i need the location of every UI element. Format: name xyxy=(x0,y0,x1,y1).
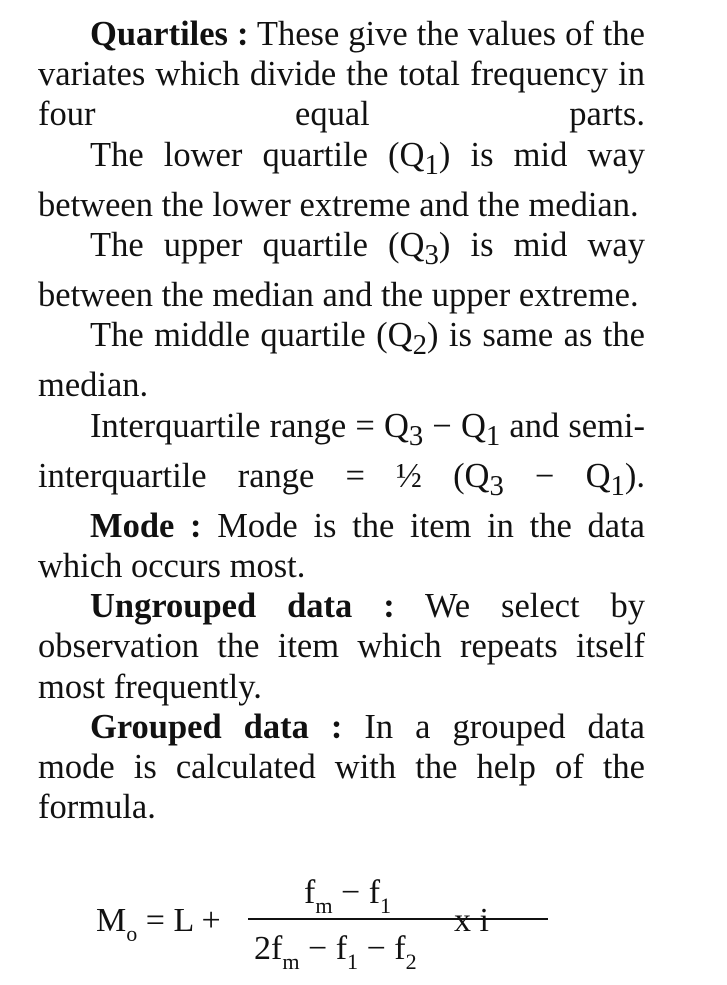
paragraph-upper-quartile xyxy=(38,225,645,315)
paragraph-quartiles-text: These give the values of the variates which divide the total frequency in four equal parts. xyxy=(38,15,645,134)
term-ungrouped-data: Ungrouped data : xyxy=(90,587,395,626)
paragraph-ungrouped-data xyxy=(38,586,645,707)
upper-quartile-subscript: 3 xyxy=(424,238,439,271)
formula-num-a-subscript: m xyxy=(315,892,333,918)
formula-fraction-bar xyxy=(248,918,548,920)
interquartile-subscript-4: 1 xyxy=(610,469,625,502)
paragraph-mode xyxy=(38,506,645,586)
term-mode: Mode : xyxy=(90,506,202,545)
interquartile-subscript-3: 3 xyxy=(489,469,504,502)
formula-numerator xyxy=(304,874,392,918)
paragraph-interquartile-range xyxy=(38,406,645,506)
mode-formula xyxy=(96,872,536,978)
paragraph-middle-quartile xyxy=(38,315,645,405)
formula-den-b: − f xyxy=(299,930,348,967)
formula-den-a: 2f xyxy=(254,930,283,967)
paragraph-ungrouped-text: We select by observation the item which repeats itself most frequently. xyxy=(38,587,645,706)
document-page xyxy=(38,14,645,827)
middle-quartile-subscript: 2 xyxy=(412,329,427,362)
term-quartiles: Quartiles : xyxy=(90,15,249,53)
lower-quartile-text-after: ) is mid way between the lower extreme and the median. xyxy=(38,135,645,224)
middle-quartile-text-before: The middle quartile (Q xyxy=(90,316,413,355)
formula-den-b-subscript: 1 xyxy=(347,948,359,974)
lower-quartile-text-before: The lower quartile (Q xyxy=(90,135,425,174)
interquartile-text-5: ). xyxy=(624,456,645,495)
middle-quartile-text-after: ) is same as the median. xyxy=(38,316,645,405)
formula-den-c-subscript: 2 xyxy=(405,948,417,974)
formula-denominator xyxy=(254,930,417,974)
upper-quartile-text-after: ) is mid way between the median and the upper extreme. xyxy=(38,225,645,314)
interquartile-text-3: and semi-interquartile range = ½ (Q xyxy=(38,406,646,495)
formula-den-c: − f xyxy=(358,930,406,967)
formula-num-b-subscript: 1 xyxy=(380,892,392,918)
formula-den-a-subscript: m xyxy=(282,948,300,974)
formula-num-mid: − f xyxy=(332,874,381,911)
interquartile-text-4: − Q xyxy=(503,456,611,495)
formula-num-a: f xyxy=(304,874,316,911)
lower-quartile-subscript: 1 xyxy=(424,148,439,181)
paragraph-quartiles xyxy=(38,14,645,135)
paragraph-grouped-text: In a grouped data mode is calculated with the help of the formula. xyxy=(38,707,645,827)
interquartile-text-1: Interquartile range = Q xyxy=(90,406,409,445)
formula-lhs xyxy=(96,902,221,946)
formula-lhs-rest: = L + xyxy=(137,902,221,939)
paragraph-lower-quartile xyxy=(38,135,645,225)
upper-quartile-text-before: The upper quartile (Q xyxy=(90,225,425,264)
interquartile-text-2: − Q xyxy=(423,406,486,445)
interquartile-subscript-2: 1 xyxy=(485,419,501,452)
paragraph-grouped-data xyxy=(38,707,645,828)
formula-lhs-subscript: o xyxy=(126,920,138,946)
formula-tail: x i xyxy=(454,902,489,939)
term-grouped-data: Grouped data : xyxy=(90,707,343,746)
interquartile-subscript-1: 3 xyxy=(408,419,424,452)
formula-lhs-base: M xyxy=(96,902,127,939)
paragraph-mode-text: Mode is the item in the data which occurs most. xyxy=(38,506,645,585)
